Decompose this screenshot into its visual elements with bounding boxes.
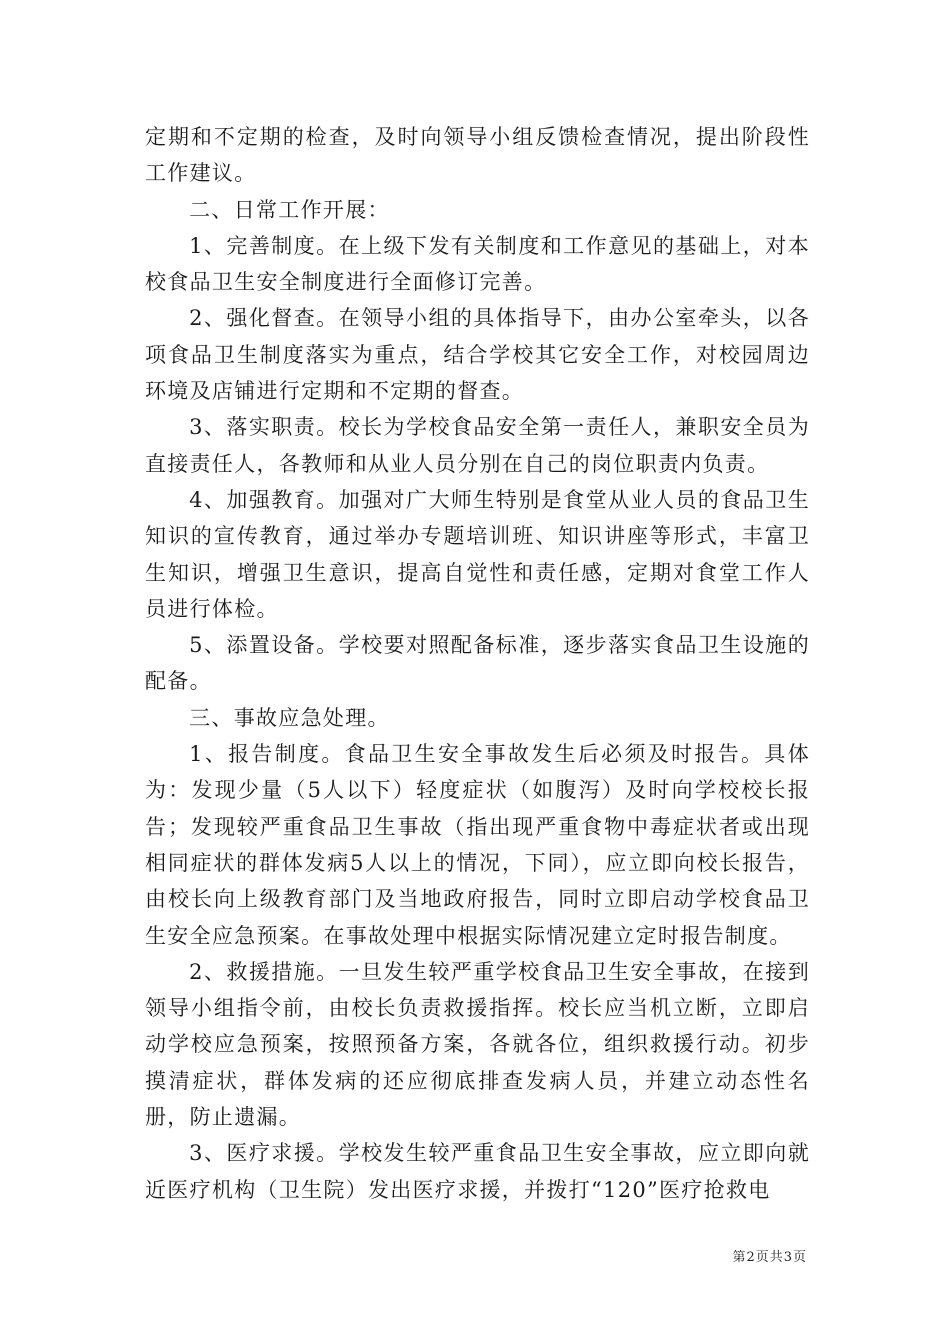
paragraph-medical-aid: 3、医疗求援。学校发生较严重食品卫生安全事故，应立即向就近医疗机构（卫生院）发出医疗求援，并拨打“120”医疗抢救电 xyxy=(145,1141,810,1202)
paragraph-improve-system: 1、完善制度。在上级下发有关制度和工作意见的基础上，对本校食品卫生安全制度进行全面修订完善。 xyxy=(145,233,810,295)
section-heading-daily-work: 二、日常工作开展： xyxy=(189,197,390,222)
document-body xyxy=(145,119,810,1208)
paragraph-strengthen-education: 4、加强教育。加强对广大师生特别是食堂从业人员的食品卫生知识的宣传教育，通过举办专题培训班、知识讲座等形式，丰富卫生知识，增强卫生意识，提高自觉性和责任感，定期对食堂工作人员进行体检。 xyxy=(145,487,810,621)
paragraph-continuation: 定期和不定期的检查，及时向领导小组反馈检查情况，提出阶段性工作建议。 xyxy=(145,125,810,186)
page-number-footer: 第2页共3页 xyxy=(732,1250,807,1265)
paragraph-add-equipment: 5、添置设备。学校要对照配备标准，逐步落实食品卫生设施的配备。 xyxy=(145,633,810,694)
paragraph-rescue-measures: 2、救援措施。一旦发生较严重学校食品卫生安全事故，在接到领导小组指令前，由校长负责救援指挥。校长应当机立断，立即启动学校应急预案，按照预备方案，各就各位，组织救援行动。初步摸清症状，群体发病的还应彻底排查发病人员，并建立动态性名册，防止遗漏。 xyxy=(145,959,810,1130)
paragraph-implement-duties: 3、落实职责。校长为学校食品安全第一责任人，兼职安全员为直接责任人，各教师和从业人员分别在自己的岗位职责内负责。 xyxy=(145,415,810,476)
section-heading-emergency: 三、事故应急处理。 xyxy=(189,705,390,730)
paragraph-reporting-system: 1、报告制度。食品卫生安全事故发生后必须及时报告。具体为：发现少量（5人以下）轻度症状（如腹泻）及时向学校校长报告；发现较严重食品卫生事故（指出现严重食物中毒症状者或出现相同症状的群体发病5人以上的情况，下同），应立即向校长报告，由校长向上级教育部门及当地政府报告，同时立即启动学校食品卫生安全应急预案。在事故处理中根据实际情况建立定时报告制度。 xyxy=(145,742,810,948)
paragraph-strengthen-supervision: 2、强化督查。在领导小组的具体指导下，由办公室牵头，以各项食品卫生制度落实为重点，结合学校其它安全工作，对校园周边环境及店铺进行定期和不定期的督查。 xyxy=(145,306,810,404)
